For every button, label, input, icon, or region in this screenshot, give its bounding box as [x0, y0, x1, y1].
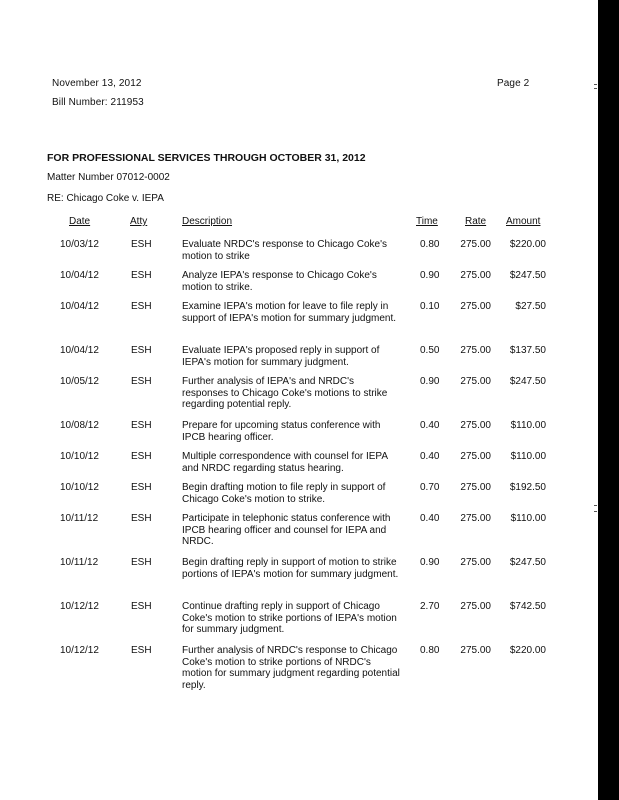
scan-edge-bar: [598, 0, 619, 800]
entry-rate: 275.00: [460, 601, 491, 612]
entry-time: 0.90: [420, 270, 440, 281]
entry-amount: $110.00: [510, 513, 546, 524]
bill-number: Bill Number: 211953: [52, 97, 144, 108]
entry-time: 0.80: [420, 239, 440, 250]
services-title: FOR PROFESSIONAL SERVICES THROUGH OCTOBER 31, 2012: [47, 152, 366, 164]
entry-date: 10/11/12: [60, 513, 99, 524]
entry-atty: ESH: [131, 345, 152, 356]
invoice-date: November 13, 2012: [52, 78, 142, 89]
entry-time: 0.40: [420, 513, 440, 524]
entry-rate: 275.00: [460, 451, 491, 462]
re-line: RE: Chicago Coke v. IEPA: [47, 193, 164, 204]
entry-description: Examine IEPA's motion for leave to file reply in support of IEPA's motion for summary judgment.: [182, 301, 397, 324]
entry-amount: $220.00: [509, 645, 546, 656]
entry-atty: ESH: [131, 420, 152, 431]
entry-atty: ESH: [131, 482, 152, 493]
entry-time: 0.80: [420, 645, 440, 656]
entry-atty: ESH: [131, 557, 152, 568]
entry-amount: $110.00: [510, 420, 546, 431]
entry-time: 0.50: [420, 345, 440, 356]
entry-date: 10/04/12: [60, 301, 99, 312]
entry-description: Begin drafting reply in support of motion to strike portions of IEPA's motion for summary judgment.: [182, 557, 399, 580]
entry-date: 10/11/12: [60, 557, 99, 568]
column-header-description: Description: [182, 216, 233, 227]
column-header-time: Time: [416, 216, 438, 227]
entry-time: 0.40: [420, 451, 440, 462]
entry-description: Further analysis of NRDC's response to Chicago Coke's motion to strike portions of NRDC's motion for summary judgment regarding potential reply.: [182, 645, 400, 691]
entry-amount: $110.00: [510, 451, 546, 462]
entry-amount: $27.50: [515, 301, 546, 312]
entry-description: Further analysis of IEPA's and NRDC's responses to Chicago Coke's motions to strike regarding potential reply.: [182, 376, 388, 410]
entry-rate: 275.00: [460, 239, 491, 250]
scan-edge-marks: [594, 0, 598, 800]
entry-time: 0.40: [420, 420, 440, 431]
entry-date: 10/10/12: [60, 451, 99, 462]
entry-amount: $742.50: [509, 601, 546, 612]
entry-date: 10/12/12: [60, 645, 99, 656]
column-header-atty: Atty: [130, 216, 148, 227]
column-header-date: Date: [69, 216, 91, 227]
entry-amount: $247.50: [509, 557, 546, 568]
entry-time: 2.70: [420, 601, 440, 612]
column-header-amount: Amount: [506, 216, 541, 227]
entry-rate: 275.00: [460, 557, 491, 568]
entry-date: 10/05/12: [60, 376, 99, 387]
entry-atty: ESH: [131, 376, 152, 387]
entry-atty: ESH: [131, 513, 152, 524]
matter-number: Matter Number 07012-0002: [47, 172, 170, 183]
entry-date: 10/03/12: [60, 239, 99, 250]
entry-rate: 275.00: [460, 301, 491, 312]
entry-amount: $220.00: [509, 239, 546, 250]
entry-description: Prepare for upcoming status conference with IPCB hearing officer.: [182, 420, 381, 443]
entry-rate: 275.00: [460, 345, 491, 356]
entry-rate: 275.00: [460, 645, 491, 656]
entry-description: Begin drafting motion to file reply in support of Chicago Coke's motion to strike.: [182, 482, 386, 505]
entry-date: 10/04/12: [60, 345, 99, 356]
entry-description: Participate in telephonic status conference with IPCB hearing officer and counsel for IEPA and NRDC.: [182, 513, 391, 547]
entry-atty: ESH: [131, 301, 152, 312]
entry-date: 10/12/12: [60, 601, 99, 612]
entry-date: 10/10/12: [60, 482, 99, 493]
column-header-rate: Rate: [465, 216, 487, 227]
entry-rate: 275.00: [460, 482, 491, 493]
entry-amount: $137.50: [509, 345, 546, 356]
entry-description: Evaluate NRDC's response to Chicago Coke's motion to strike: [182, 239, 388, 262]
entry-description: Evaluate IEPA's proposed reply in support of IEPA's motion for summary judgment.: [182, 345, 380, 368]
entry-rate: 275.00: [460, 420, 491, 431]
entry-atty: ESH: [131, 270, 152, 281]
entry-time: 0.90: [420, 376, 440, 387]
entry-date: 10/08/12: [60, 420, 99, 431]
entry-amount: $247.50: [509, 376, 546, 387]
entry-time: 0.70: [420, 482, 440, 493]
page-number: Page 2: [497, 78, 530, 89]
entry-description: Multiple correspondence with counsel for IEPA and NRDC regarding status hearing.: [182, 451, 388, 474]
entry-description: Continue drafting reply in support of Chicago Coke's motion to strike portions of IEPA's motion for summary judgment.: [182, 601, 397, 635]
entry-description: Analyze IEPA's response to Chicago Coke's motion to strike.: [182, 270, 377, 293]
entry-rate: 275.00: [460, 270, 491, 281]
entry-atty: ESH: [131, 451, 152, 462]
entry-date: 10/04/12: [60, 270, 99, 281]
entry-amount: $192.50: [509, 482, 546, 493]
entry-atty: ESH: [131, 601, 152, 612]
entry-rate: 275.00: [460, 513, 491, 524]
entry-rate: 275.00: [460, 376, 491, 387]
entry-atty: ESH: [131, 645, 152, 656]
entry-atty: ESH: [131, 239, 152, 250]
entry-amount: $247.50: [509, 270, 546, 281]
entry-time: 0.90: [420, 557, 440, 568]
entry-time: 0.10: [420, 301, 440, 312]
